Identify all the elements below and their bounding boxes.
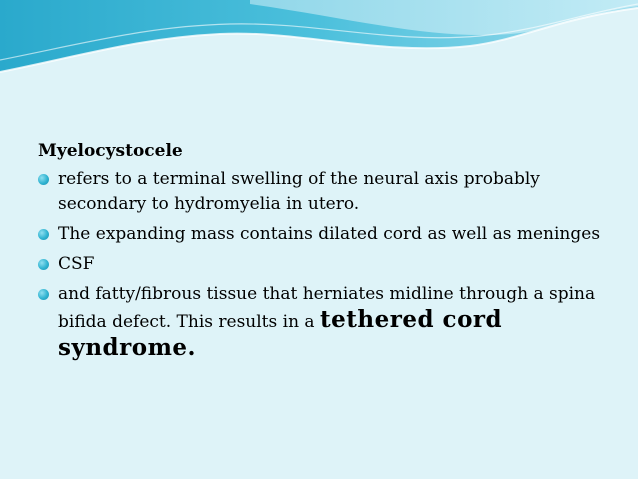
bullet-text: The expanding mass contains dilated cord as well as meninges	[58, 224, 601, 244]
emphasis-text: tethered cord syndrome.	[58, 306, 503, 361]
list-item	[38, 222, 618, 247]
bullet-text: and fatty/fibrous tissue that herniates midline through a spina bifida defect. This results in a	[58, 284, 596, 332]
list-item	[38, 252, 618, 277]
slide-content	[38, 140, 618, 368]
bullet-icon	[38, 259, 49, 270]
bullet-icon	[38, 229, 49, 240]
slide-heading: Myelocystocele	[38, 141, 183, 161]
bullet-text: refers to a terminal swelling of the neural axis probably secondary to hydromyelia in utero.	[58, 169, 540, 214]
decorative-wave-banner	[0, 0, 638, 80]
bullet-text: CSF	[58, 254, 95, 274]
bullet-list	[38, 167, 618, 363]
list-item	[38, 167, 618, 217]
bullet-icon	[38, 289, 49, 300]
list-item	[38, 282, 618, 363]
bullet-icon	[38, 174, 49, 185]
